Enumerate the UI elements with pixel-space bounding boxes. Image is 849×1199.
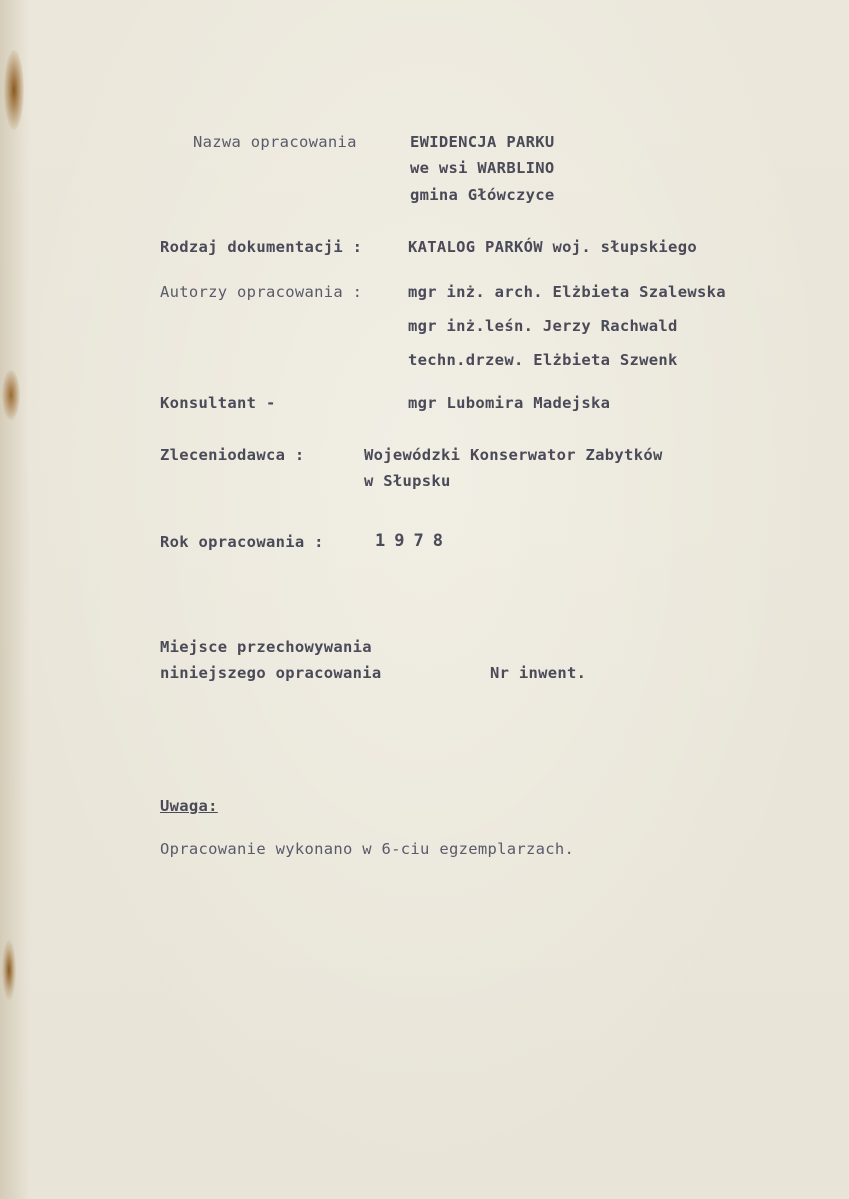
uwaga-label: Uwaga: [160,797,218,815]
autorzy-label: Autorzy opracowania : [160,283,363,301]
uwaga-text: Opracowanie wykonano w 6-ciu egzemplarzach. [160,840,575,858]
miejsce-label-line-2: niniejszego opracowania [160,664,382,682]
rok-value: 1978 [375,531,452,551]
konsultant-label: Konsultant - [160,394,276,412]
nazwa-label: Nazwa opracowania [193,133,357,151]
miejsce-label-line-1: Miejsce przechowywania [160,638,372,656]
rodzaj-value: KATALOG PARKÓW woj. słupskiego [408,238,697,256]
nr-inwent-label: Nr inwent. [490,664,587,682]
autor-3: techn.drzew. Elżbieta Szwenk [408,351,678,369]
rust-stain [4,50,24,130]
zleceniodawca-value-line-2: w Słupsku [364,472,451,490]
rodzaj-label: Rodzaj dokumentacji : [160,238,363,256]
konsultant-value: mgr Lubomira Madejska [408,394,611,412]
rok-label: Rok opracowania : [160,533,324,551]
autor-2: mgr inż.leśn. Jerzy Rachwald [408,317,678,335]
paper-edge-shadow [0,0,30,1199]
rust-stain [2,940,16,1000]
zleceniodawca-value-line-1: Wojewódzki Konserwator Zabytków [364,446,663,464]
zleceniodawca-label: Zleceniodawca : [160,446,305,464]
rust-stain [2,370,20,420]
autor-1: mgr inż. arch. Elżbieta Szalewska [408,283,726,301]
nazwa-value-line-2: we wsi WARBLINO [410,159,555,177]
nazwa-value-line-3: gmina Główczyce [410,186,555,204]
nazwa-value-line-1: EWIDENCJA PARKU [410,133,555,151]
